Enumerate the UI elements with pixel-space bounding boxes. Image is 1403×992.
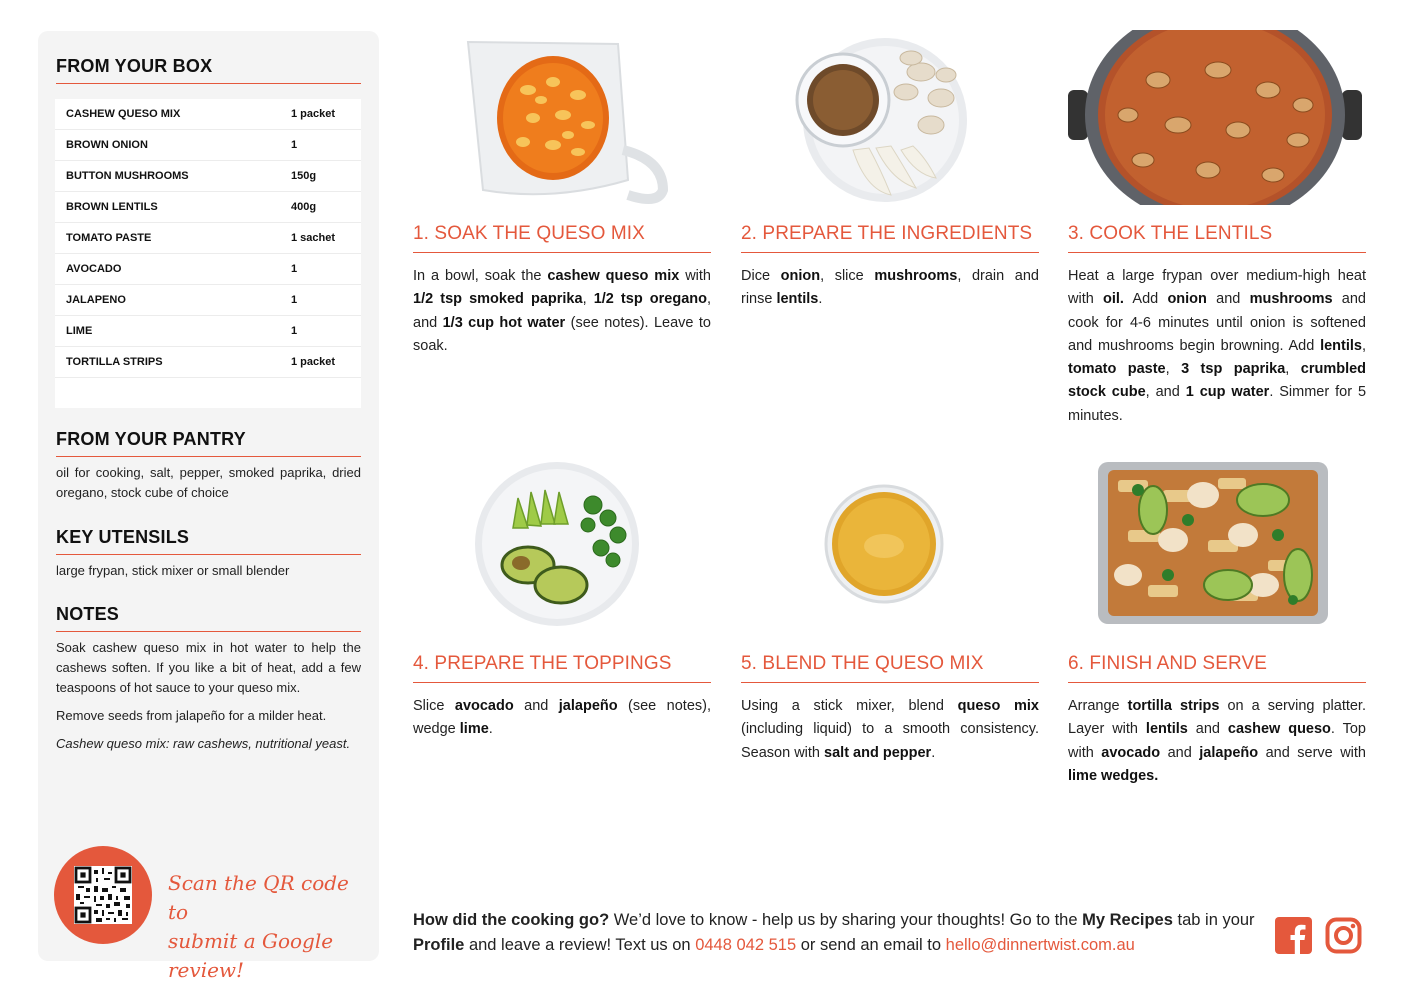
step-text-bold: onion <box>1167 291 1207 308</box>
step-text-bold: 1/2 tsp smoked paprika <box>413 291 583 308</box>
step-2-body <box>741 265 1039 312</box>
ingredient-name: AVOCADO <box>66 263 122 275</box>
step-text: and <box>1187 721 1228 738</box>
step-text: In a bowl, soak the <box>413 268 548 284</box>
step-text: Slice <box>413 698 455 714</box>
step-text-bold: onion <box>780 268 821 284</box>
step-4-title: 4. PREPARE THE TOPPINGS <box>413 653 711 683</box>
ingredient-name: TOMATO PASTE <box>66 232 152 244</box>
step-text: and <box>1160 744 1200 761</box>
step-text: and <box>513 698 559 714</box>
notes-text <box>56 638 361 762</box>
step-text: . Simmer for 5 minutes. <box>1068 384 1367 424</box>
ingredient-qty: 1 <box>291 325 298 337</box>
step-text-bold: mushrooms <box>874 268 958 284</box>
table-row <box>55 285 361 316</box>
step-text: and <box>1206 291 1250 308</box>
step-text-bold: mushrooms <box>1249 291 1333 308</box>
step-text-bold: 1/3 cup hot water <box>442 314 566 331</box>
notes-title: NOTES <box>56 604 361 632</box>
note-ingredients: Cashew queso mix: raw cashews, nutritional yeast. <box>56 736 351 751</box>
step-text: , drain and rinse <box>741 268 1039 308</box>
note-2: Remove seeds from jalapeño for a milder heat. <box>56 708 327 723</box>
step-5-body <box>741 695 1039 765</box>
ingredient-name: BUTTON MUSHROOMS <box>66 170 189 182</box>
step-6-body <box>1068 695 1366 788</box>
ingredient-name: BROWN ONION <box>66 139 148 151</box>
step-text-bold: tomato paste <box>1068 361 1166 378</box>
step-text: , slice <box>820 268 875 284</box>
step-text: (see notes), wedge <box>413 698 712 738</box>
finished-nachos-photo <box>1068 460 1366 635</box>
table-row <box>55 99 361 130</box>
utensils-text: large frypan, stick mixer or small blender <box>56 563 290 578</box>
ingredient-qty: 1 packet <box>291 108 336 120</box>
step-text-bold: lime <box>459 721 489 738</box>
step-text-bold: crumbled stock cube <box>1068 361 1367 401</box>
ingredient-qty: 1 sachet <box>291 232 336 244</box>
email-link[interactable]: hello@dinnertwist.com.au <box>945 936 1135 954</box>
facebook-icon[interactable] <box>1275 917 1312 954</box>
sidebar <box>38 31 379 982</box>
table-row <box>55 254 361 285</box>
step-text-bold: salt and pepper <box>824 744 932 761</box>
ingredients-prep-photo <box>741 30 1039 205</box>
step-text: , <box>1285 361 1301 378</box>
feedback-footer <box>413 908 1263 958</box>
step-text-bold: avocado <box>454 698 514 714</box>
footer-question: How did the cooking go? <box>413 911 610 929</box>
step-text-bold: oil. <box>1103 291 1124 308</box>
step-1-title: 1. SOAK THE QUESO MIX <box>413 223 711 253</box>
step-3-title: 3. COOK THE LENTILS <box>1068 223 1366 253</box>
step-text: and cook for 4-6 minutes until onion is softened and mushrooms begin browning. Add <box>1068 291 1366 354</box>
pantry-text: oil for cooking, salt, pepper, smoked paprika, dried oregano, stock cube of choice <box>56 465 361 500</box>
utensils-title: KEY UTENSILS <box>56 527 361 555</box>
my-recipes-link[interactable]: My Recipes <box>1082 911 1173 929</box>
step-1-body <box>413 265 711 358</box>
table-spacer <box>55 378 361 408</box>
step-text: Add <box>1123 291 1168 308</box>
pantry-title: FROM YOUR PANTRY <box>56 429 361 457</box>
step-text: Heat a large frypan over medium-high heat with <box>1068 268 1366 308</box>
step-text-bold: queso mix <box>957 698 1039 714</box>
step-text: . <box>931 744 936 761</box>
footer-text-2: tab in your <box>1172 911 1255 929</box>
ingredient-name: TORTILLA STRIPS <box>66 356 163 368</box>
profile-link[interactable]: Profile <box>413 936 465 954</box>
step-text-bold: cashew queso <box>1227 721 1331 738</box>
instagram-icon[interactable] <box>1325 917 1362 954</box>
blended-queso-photo <box>741 460 1039 635</box>
table-row <box>55 316 361 347</box>
step-text: , and <box>413 291 712 331</box>
step-text: and serve with <box>1258 744 1366 761</box>
step-text-bold: tortilla strips <box>1127 698 1220 714</box>
table-row <box>55 130 361 161</box>
qr-caption-line-2: submit a Google review! <box>168 929 334 982</box>
qr-caption <box>168 869 368 985</box>
footer-text-4: or send an email to <box>796 936 946 954</box>
note-1: Soak cashew queso mix in hot water to help the cashews soften. If you like a bit of heat, add a few teaspoons of hot sauce to your queso mix. <box>56 640 361 695</box>
step-text-bold: cashew queso mix <box>547 268 680 284</box>
step-5-title: 5. BLEND THE QUESO MIX <box>741 653 1039 683</box>
step-text: Arrange <box>1068 698 1128 714</box>
step-text: . <box>818 291 823 308</box>
box-title: FROM YOUR BOX <box>56 56 361 84</box>
step-text: on a serving platter. Layer with <box>1068 698 1366 738</box>
qr-code-icon[interactable] <box>74 866 132 924</box>
ingredient-qty: 150g <box>291 170 317 182</box>
step-text: Dice <box>741 268 781 284</box>
box-ingredients-table <box>55 99 361 408</box>
lentils-cooking-photo <box>1068 30 1366 205</box>
step-text-bold: 3 tsp paprika <box>1181 361 1286 378</box>
ingredient-name: JALAPENO <box>66 294 126 306</box>
step-text: Using a stick mixer, blend <box>741 698 958 714</box>
step-text: (see notes). Leave to soak. <box>413 314 711 354</box>
queso-soaking-photo <box>413 30 711 205</box>
step-text: , <box>582 291 594 308</box>
step-text-bold: jalapeño <box>558 698 618 714</box>
step-3-body <box>1068 265 1366 428</box>
ingredient-qty: 1 packet <box>291 356 336 368</box>
ingredient-name: CASHEW QUESO MIX <box>66 108 181 120</box>
step-text-bold: 1/2 tsp oregano <box>593 291 707 308</box>
footer-text-3: and leave a review! Text us on <box>464 936 696 954</box>
ingredient-name: BROWN LENTILS <box>66 201 158 213</box>
step-text: , <box>1165 361 1182 378</box>
ingredient-qty: 1 <box>291 139 298 151</box>
step-text: . Top with <box>1068 721 1366 761</box>
step-text-bold: lentils <box>1145 721 1188 738</box>
step-text-bold: lime wedges. <box>1068 767 1159 784</box>
step-text-bold: lentils <box>1320 337 1362 354</box>
ingredient-qty: 1 <box>291 294 298 306</box>
step-text-bold: avocado <box>1101 744 1161 761</box>
step-6-title: 6. FINISH AND SERVE <box>1068 653 1366 683</box>
qr-caption-line-1: Scan the QR code to <box>168 871 349 924</box>
table-row <box>55 192 361 223</box>
step-text-bold: 1 cup water <box>1185 384 1270 401</box>
ingredient-name: LIME <box>66 325 93 337</box>
step-text-bold: jalapeño <box>1199 744 1259 761</box>
step-text: . <box>488 721 493 738</box>
step-text-bold: lentils <box>776 291 819 308</box>
step-text: , <box>1361 337 1366 354</box>
table-row <box>55 223 361 254</box>
ingredient-qty: 1 <box>291 263 298 275</box>
qr-code-badge[interactable] <box>54 846 152 944</box>
step-text: (including liquid) to a smooth consistency. Season with <box>741 721 1039 761</box>
table-row <box>55 161 361 192</box>
toppings-photo <box>413 460 711 635</box>
step-4-body <box>413 695 711 742</box>
table-row <box>55 347 361 378</box>
phone-link[interactable]: 0448 042 515 <box>695 936 797 954</box>
step-text: , and <box>1145 384 1186 401</box>
footer-text-1: We’d love to know - help us by sharing your thoughts! Go to the <box>609 911 1083 929</box>
step-2-title: 2. PREPARE THE INGREDIENTS <box>741 223 1039 253</box>
ingredient-qty: 400g <box>291 201 317 213</box>
step-text: with <box>679 268 711 284</box>
